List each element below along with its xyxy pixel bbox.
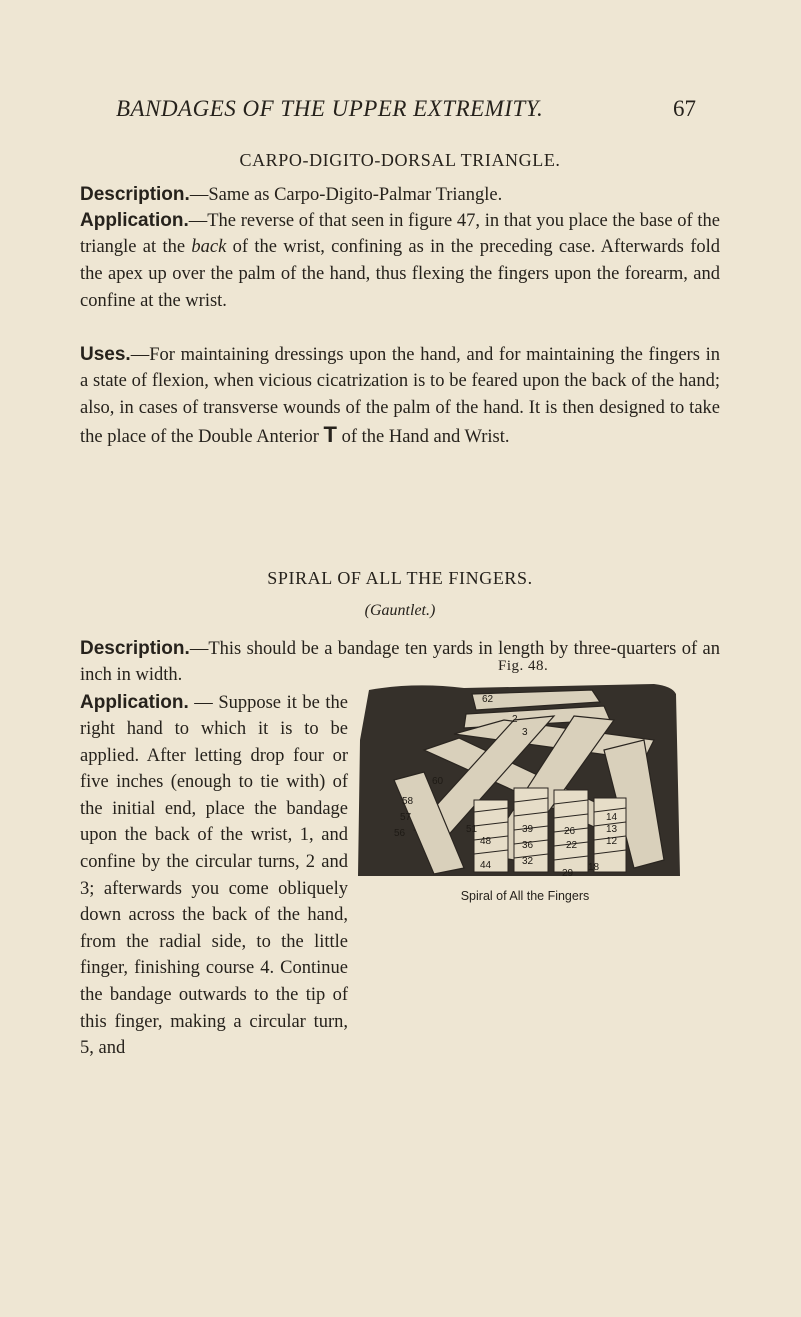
turn-label-62: 62 xyxy=(482,694,494,705)
tee-glyph: T xyxy=(323,421,337,447)
page-number: 67 xyxy=(673,96,696,121)
application-text-1: —The reverse of that seen in figure 47, in that you place the base of the triangle at the xyxy=(80,210,720,258)
turn-label-36: 36 xyxy=(522,840,534,851)
section-subtitle-gauntlet: (Gauntlet.) xyxy=(364,602,436,619)
turn-label-18: 18 xyxy=(588,862,600,873)
turn-label-58: 58 xyxy=(402,796,414,807)
spiral-bandage-illustration xyxy=(354,680,684,880)
turn-label-39: 39 xyxy=(522,824,534,835)
turn-label-32: 32 xyxy=(522,856,534,867)
uses-label: Uses. xyxy=(80,343,131,365)
description-label-2: Description. xyxy=(80,637,190,659)
turn-label-56: 56 xyxy=(394,828,406,839)
section-title-spiral-fingers: SPIRAL OF ALL THE FINGERS. xyxy=(267,568,533,588)
turn-label-51: 51 xyxy=(466,824,478,835)
turn-label-57: 57 xyxy=(400,812,412,823)
running-title: BANDAGES OF THE UPPER EXTREMITY. xyxy=(116,96,544,121)
figure-label: Fig. 48. xyxy=(498,658,549,674)
description-label: Description. xyxy=(80,183,190,205)
description-text: —Same as Carpo-Digito-Palmar Triangle. xyxy=(189,184,503,205)
turn-label-2: 2 xyxy=(512,714,518,725)
uses-text-1: —For maintaining dressings upon the hand, and for maintaining the fingers in a state of flexion, when vicious cicatrization is to be feared upon the back of the hand; also, in cases of transverse wounds of the palm of the hand. It is then designed to take the place of the Double Anterior xyxy=(80,344,720,447)
section-title-carpo-digito-dorsal: CARPO-DIGITO-DORSAL TRIANGLE. xyxy=(239,150,561,170)
description-text-2: —This should be a bandage ten yards in length by three-quarters of an inch in width. xyxy=(80,638,720,686)
turn-label-3: 3 xyxy=(522,727,528,738)
turn-label-48: 48 xyxy=(480,836,492,847)
uses-text-2: of the Hand and Wrist. xyxy=(336,426,510,447)
application-emphasis: back xyxy=(191,237,227,258)
application-paragraph-1 xyxy=(80,208,720,315)
turn-label-14: 14 xyxy=(606,812,618,823)
turn-label-26: 26 xyxy=(564,826,576,837)
application-label: Application. xyxy=(80,209,189,231)
application-paragraph-2 xyxy=(80,690,348,1062)
application-label-2: Application. xyxy=(80,691,189,713)
turn-label-12: 12 xyxy=(606,836,618,847)
application-text-2: of the wrist, confining as in the preceding case. Afterwards fold the apex up over the palm of the hand, thus flexing the fingers upon the forearm, and confine at the wrist. xyxy=(80,237,720,311)
description-paragraph-1 xyxy=(80,182,720,209)
turn-label-44: 44 xyxy=(480,860,492,871)
turn-label-60: 60 xyxy=(432,776,444,787)
turn-label-22: 22 xyxy=(566,840,578,851)
turn-label-13: 13 xyxy=(606,824,618,835)
uses-paragraph xyxy=(80,342,720,451)
application-text-2b: — Suppose it be the right hand to which it is to be applied. After letting drop four or five inches (enough to tie with) of the initial end, place the bandage upon the back of the wrist, 1, and confine by the circular turns, 2 and 3; afterwards you come obliquely down across the back of the hand, from the radial side, to the little finger, finishing course 4. Continue the bandage outwards to the tip of this finger, making a circular turn, 5, and xyxy=(80,692,348,1059)
turn-label-29: 29 xyxy=(562,868,574,879)
figure-caption: Spiral of All the Fingers xyxy=(460,889,590,903)
running-head xyxy=(116,96,696,130)
